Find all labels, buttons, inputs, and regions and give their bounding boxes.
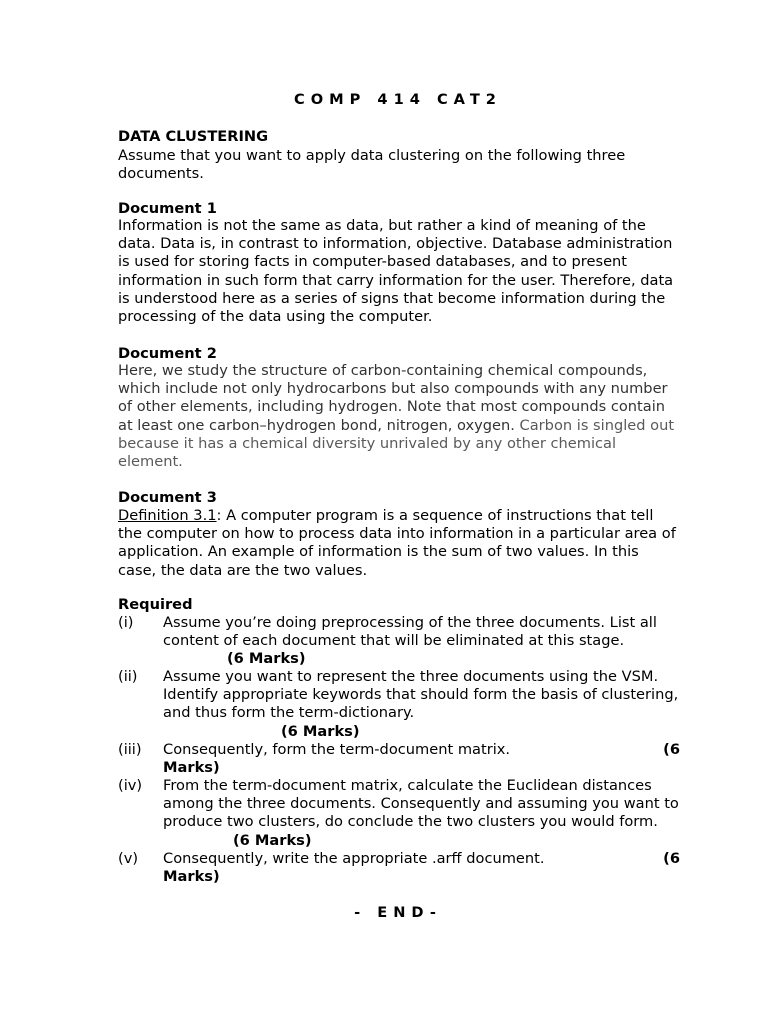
question-body: Assume you’re doing preprocessing of the three documents. List all content of each document that will be eliminated at this stage. [163, 614, 657, 650]
question-marks: (6 Marks) [233, 831, 312, 849]
question-marks: (6 Marks) [227, 650, 306, 668]
question-marks-continued: Marks) [163, 868, 220, 886]
end-marker: - END- [354, 904, 442, 921]
question-item [118, 777, 680, 851]
section-heading: DATA CLUSTERING [118, 128, 269, 145]
question-item [118, 614, 680, 670]
document-3-heading: Document 3 [118, 489, 217, 506]
question-text [163, 741, 680, 777]
question-marks: (6 [663, 741, 680, 758]
question-number: (ii) [118, 668, 138, 685]
intro-paragraph: Assume that you want to apply data clustering on the following three documents. [118, 147, 626, 183]
question-text [163, 777, 680, 850]
question-item [118, 741, 680, 779]
question-body: From the term-document matrix, calculate the Euclidean distances among the three documents. Consequently and assuming you want to produce two clusters, do conclude the two clusters you would form. [163, 777, 679, 831]
question-body: Consequently, form the term-document matrix. [163, 741, 511, 758]
question-marks: (6 [663, 850, 680, 867]
question-text [163, 614, 680, 669]
question-item [118, 668, 680, 742]
document-3-body: : A computer program is a sequence of instructions that tell the computer on how to process data into information in a particular area of application. An example of information is the sum of two values. In this case, the data are the two values. [118, 507, 676, 579]
definition-label: Definition 3.1 [118, 507, 217, 524]
question-marks: (6 Marks) [281, 722, 360, 740]
document-1-text: Information is not the same as data, but rather a kind of meaning of the data. Data is, in contrast to information, objective. Database administration is used for storing facts in computer-based databases, and to present information in such form that carry information for the user. Therefore, data is understood here as a series of signs that become information during the processing of the data using the computer. [118, 217, 674, 326]
document-2-text-main: Here, we study the structure of carbon-containing chemical compounds, which include not only hydrocarbons but also compounds with any number of other elements, including hydrogen. Note that most compounds contain at least one carbon–hydrogen bond, nitrogen, oxygen. [118, 362, 668, 434]
required-heading: Required [118, 596, 193, 613]
question-number: (iii) [118, 741, 142, 758]
question-marks-continued: Marks) [163, 759, 220, 777]
question-text [163, 668, 680, 741]
question-body: Assume you want to represent the three documents using the VSM. Identify appropriate keywords that should form the basis of clustering, and thus form the term-dictionary. [163, 668, 679, 722]
question-item [118, 850, 680, 888]
document-1-heading: Document 1 [118, 200, 217, 217]
question-text [163, 850, 680, 886]
document-2-heading: Document 2 [118, 345, 217, 362]
question-body: Consequently, write the appropriate .arff document. [163, 850, 545, 867]
exam-title: COMP 414 CAT2 [294, 91, 502, 108]
question-number: (v) [118, 850, 139, 867]
document-2-text-faded: Carbon is singled out because it has a chemical diversity unrivaled by any other chemical element. [118, 416, 675, 471]
question-number: (i) [118, 614, 134, 631]
document-2-text [118, 362, 680, 471]
document-3-text [118, 507, 680, 580]
question-number: (iv) [118, 777, 143, 794]
